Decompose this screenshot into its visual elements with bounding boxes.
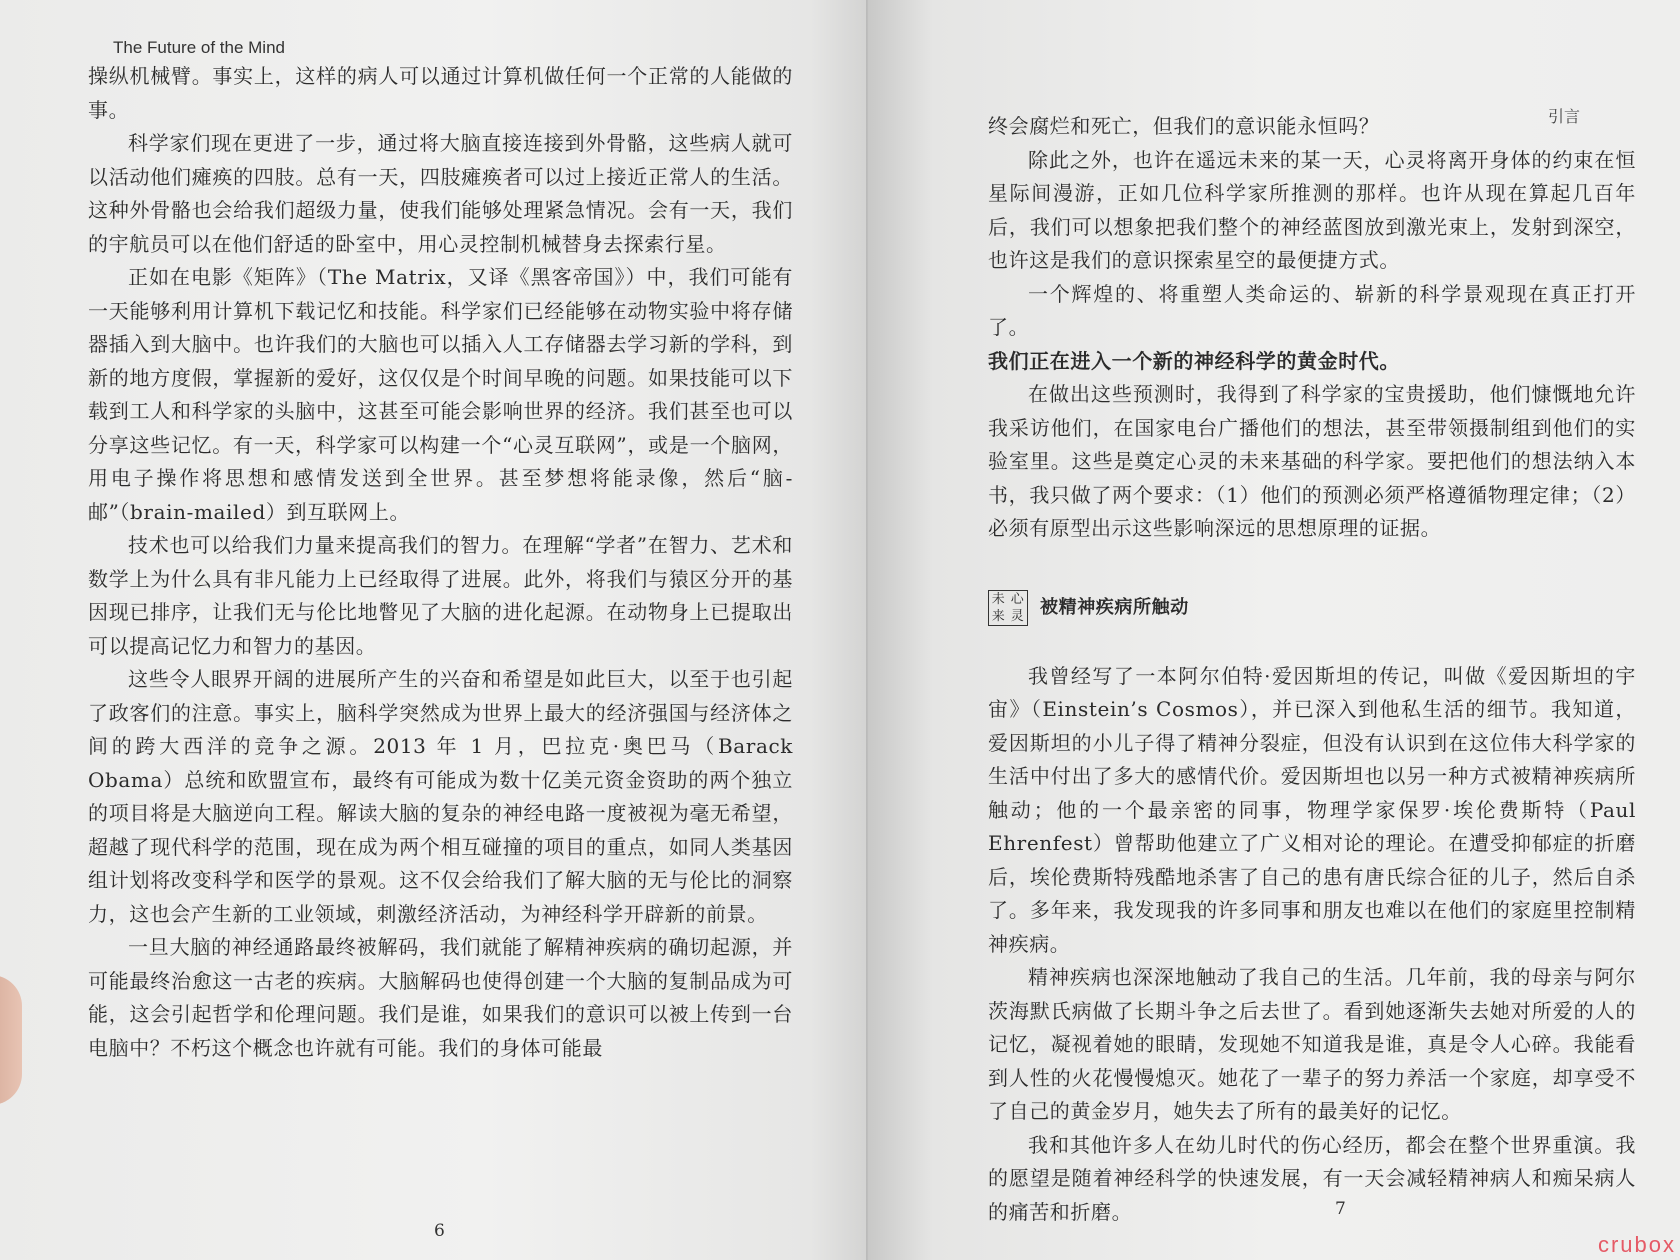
paragraph: 操纵机械臂。事实上，这样的病人可以通过计算机做任何一个正常的人能做的事。 [88, 64, 793, 122]
thumb [0, 975, 22, 1105]
running-head-right: 引言 [1547, 109, 1580, 126]
paragraph: 精神疾病也深深地触动了我自己的生活。几年前，我的母亲与阿尔茨海默氏病做了长期斗争之后去世了。看到她逐渐失去她对所爱的人的记忆，凝视着她的眼睛，发现她不知道我是谁，真是令人心碎。我能看到人性的火花慢慢熄灭。她花了一辈子的努力养活一个家庭，却享受不了自己的黄金岁月，她失去了所有的最美好的记忆。 [988, 965, 1636, 1123]
section-logo-icon [988, 590, 1028, 626]
paragraph: 我曾经写了一本阿尔伯特·爱因斯坦的传记，叫做《爱因斯坦的宇宙》（Einstein’s Cosmos），并已深入到他私生活的细节。我知道，爱因斯坦的小儿子得了精神分裂症，但没有认识到在这位伟大科学家的生活中付出了多大的感情代价。爱因斯坦也以另一种方式被精神疾病所触动；他的一个最亲密的同事，物理学家保罗·埃伦费斯特（Paul Ehrenfest）曾帮助他建立了广义相对论的理论。在遭受抑郁症的折磨后，埃伦费斯特残酷地杀害了自己的患有唐氏综合征的儿子，然后自杀了。多年来，我发现我的许多同事和朋友也难以在他们的家庭里控制精神疾病。 [988, 663, 1636, 956]
paragraph: 在做出这些预测时，我得到了科学家的宝贵援助，他们慷慨地允许我采访他们，在国家电台广播他们的想法，甚至带领摄制组到他们的实验室里。这些是奠定心灵的未来基础的科学家。要把他们的想法纳入本书，我只做了两个要求：（1）他们的预测必须严格遵循物理定律；（2）必须有原型出示这些影响深远的思想原理的证据。 [988, 382, 1636, 540]
running-head-left: The Future of the Mind [113, 38, 285, 57]
logo-char: 心 [1010, 591, 1025, 607]
right-page-text [988, 110, 1636, 1229]
paragraph: 这些令人眼界开阔的进展所产生的兴奋和希望是如此巨大，以至于也引起了政客们的注意。事实上，脑科学突然成为世界上最大的经济强国与经济体之间的跨大西洋的竞争之源。2013 年 1 月，巴拉克·奥巴马（Barack Obama）总统和欧盟宣布，最终有可能成为数十亿美元资金资助的两个独立的项目将是大脑逆向工程。解读大脑的复杂的神经电路一度被视为毫无希望，超越了现代科学的范围，现在成为两个相互碰撞的项目的重点，如同人类基因组计划将改变科学和医学的景观。这不仅会给我们了解大脑的无与伦比的洞察力，这也会产生新的工业领域，刺激经济活动，为神经科学开辟新的前景。 [88, 667, 793, 926]
paragraph: 一旦大脑的神经通路最终被解码，我们就能了解精神疾病的确切起源，并可能最终治愈这一古老的疾病。大脑解码也使得创建一个大脑的复制品成为可能，这会引起哲学和伦理问题。我们是谁，如果我们的意识可以被上传到一台电脑中？不朽这个概念也许就有可能。我们的身体可能最 [88, 935, 793, 1060]
paragraph: 科学家们现在更进了一步，通过将大脑直接连接到外骨骼，这些病人就可以活动他们瘫痪的四肢。总有一天，四肢瘫痪者可以过上接近正常人的生活。这种外骨骼也会给我们超级力量，使我们能够处理紧急情况。会有一天，我们的宇航员可以在他们舒适的卧室中，用心灵控制机械替身去探索行星。 [88, 131, 793, 256]
right-page [868, 0, 1680, 1260]
logo-char: 灵 [1010, 608, 1025, 624]
section-heading [988, 590, 1636, 626]
paragraph: 除此之外，也许在遥远未来的某一天，心灵将离开身体的约束在恒星际间漫游，正如几位科学家所推测的那样。也许从现在算起几百年后，我们可以想象把我们整个的神经蓝图放到激光束上，发射到深空，也许这是我们的意识探索星空的最便捷方式。 [988, 147, 1636, 272]
paragraph: 正如在电影《矩阵》（The Matrix，又译《黑客帝国》）中，我们可能有一天能够利用计算机下载记忆和技能。科学家们已经能够在动物实验中将存储器插入到大脑中。也许我们的大脑也可以插入人工存储器去学习新的学科，到新的地方度假，掌握新的爱好，这仅仅是个时间早晚的问题。如果技能可以下载到工人和科学家的头脑中，这甚至可能会影响世界的经济。我们甚至也可以分享这些记忆。有一天，科学家可以构建一个“心灵互联网”，或是一个脑网，用电子操作将思想和感情发送到全世界。甚至梦想将能录像，然后“脑-邮”（brain-mailed）到互联网上。 [88, 265, 793, 524]
watermark: crubox [1597, 1232, 1676, 1257]
paragraph: 技术也可以给我们力量来提高我们的智力。在理解“学者”在智力、艺术和数学上为什么具有非凡能力上已经取得了进展。此外，将我们与猿区分开的基因现已排序，让我们无与伦比地瞥见了大脑的进化起源。在动物身上已提取出可以提高记忆力和智力的基因。 [88, 533, 793, 658]
page-number-left: 6 [434, 1221, 445, 1241]
logo-char: 未 [991, 591, 1006, 607]
paragraph: 终会腐烂和死亡，但我们的意识能永恒吗？ [988, 114, 1380, 138]
section-title: 被精神疾病所触动 [1040, 596, 1189, 617]
bold-statement: 我们正在进入一个新的神经科学的黄金时代。 [988, 348, 1400, 373]
paragraph: 一个辉煌的、将重塑人类命运的、崭新的科学景观现在真正打开了。 [988, 281, 1636, 339]
paragraph: 我和其他许多人在幼儿时代的伤心经历，都会在整个世界重演。我的愿望是随着神经科学的快速发展，有一天会减轻精神病人和痴呆病人的痛苦和折磨。 [988, 1132, 1636, 1224]
page-number-right: 7 [1335, 1199, 1346, 1219]
left-page-text [88, 60, 793, 1065]
logo-char: 来 [991, 608, 1006, 624]
